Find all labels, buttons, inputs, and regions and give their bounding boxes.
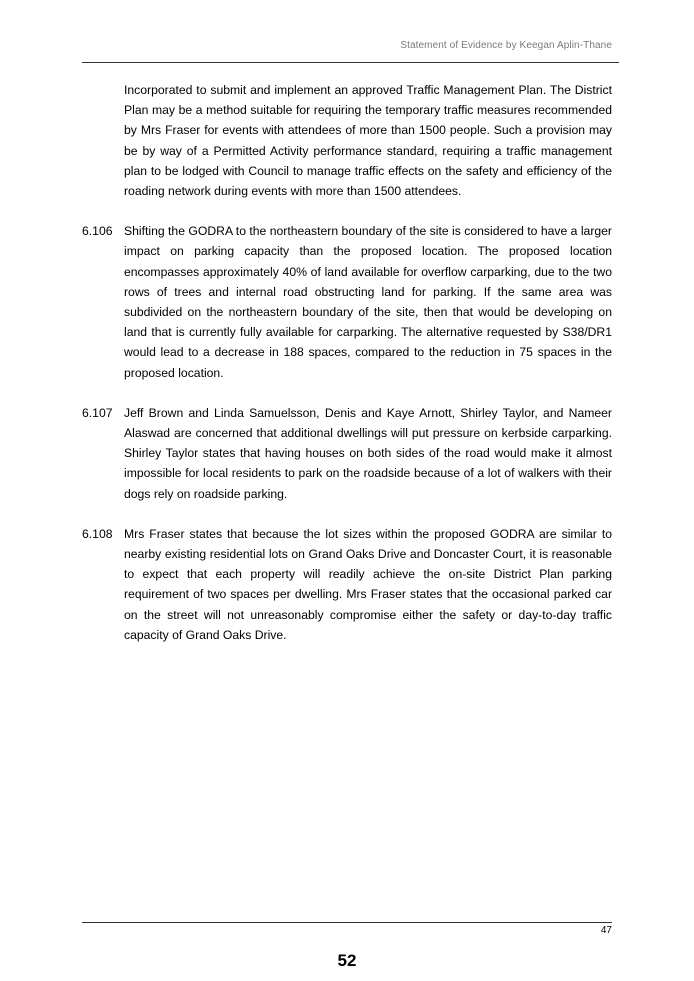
footer-divider (82, 922, 612, 923)
page-number: 47 (600, 925, 612, 936)
paragraph-number: 6.108 (82, 526, 113, 541)
document-header-title: Statement of Evidence by Keegan Aplin-Thane (400, 40, 612, 51)
document-body (82, 80, 612, 645)
stamped-page-number: 52 (337, 951, 357, 970)
paragraph-6-108 (82, 524, 612, 645)
paragraph-text: Shifting the GODRA to the northeastern boundary of the site is considered to have a larger impact on parking capacity than the proposed location. The proposed location encompasses approximately 40% of land available for overflow carparking, due to the two rows of trees and internal road obstructing land for parking. If the same area was subdivided on the northeastern boundary of the site, then that would be developing on land that is currently fully available for carparking. The alternative requested by S38/DR1 would lead to a decrease in 188 spaces, compared to the reduction in 75 spaces in the proposed location. (124, 224, 612, 380)
paragraph-6-107 (82, 403, 612, 504)
continued-paragraph: Incorporated to submit and implement an approved Traffic Management Plan. The District Plan may be a method suitable for requiring the temporary traffic measures recommended by Mrs Fraser for events with attendees of more than 1500 people. Such a provision may be by way of a Permitted Activity performance standard, requiring a traffic management plan to be lodged with Council to manage traffic effects on the safety and efficiency of the roading network during events with more than 1500 attendees. (124, 83, 612, 199)
paragraph-text: Mrs Fraser states that because the lot sizes within the proposed GODRA are similar to nearby existing residential lots on Grand Oaks Drive and Doncaster Court, it is reasonable to expect that each property will readily achieve the on-site District Plan parking requirement of two spaces per dwelling. Mrs Fraser states that the occasional parked car on the street will not unreasonably compromise either the safety or day-to-day traffic capacity of Grand Oaks Drive. (124, 526, 612, 642)
paragraph-number: 6.107 (82, 405, 113, 420)
header-divider (82, 62, 619, 63)
paragraph-number: 6.106 (82, 224, 113, 239)
paragraph-text: Jeff Brown and Linda Samuelsson, Denis and Kaye Arnott, Shirley Taylor, and Nameer Alaswad are concerned that additional dwellings will put pressure on kerbside carparking. Shirley Taylor states that having houses on both sides of the road would make it almost impossible for local residents to park on the roadside because of a lot of walkers with their dogs rely on roadside parking. (124, 405, 612, 501)
paragraph-6-106 (82, 221, 612, 383)
